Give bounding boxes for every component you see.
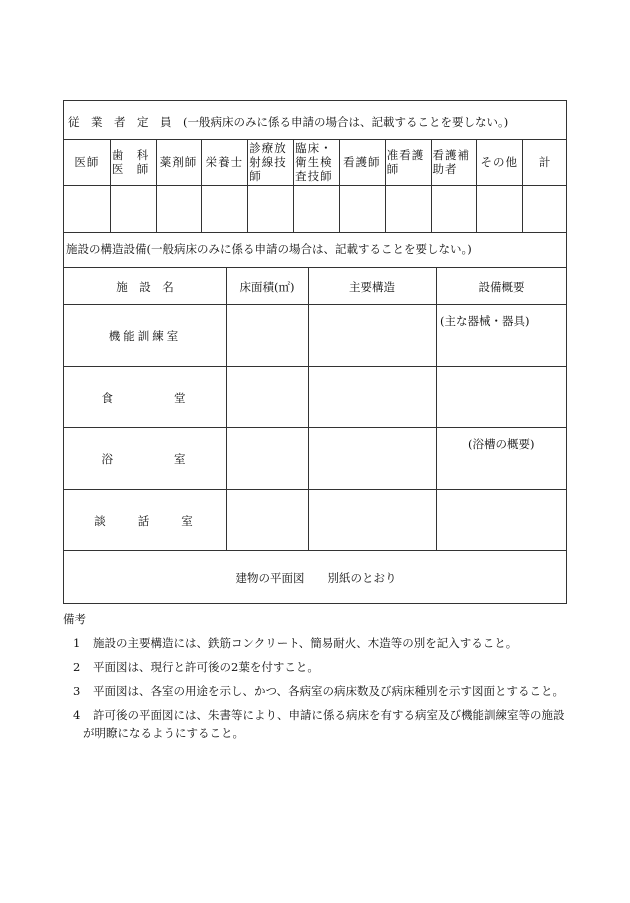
- staff-column-header: [387, 148, 429, 176]
- divider: [64, 304, 566, 305]
- staff-column-label: 師: [386, 162, 400, 176]
- remarks-title: 備考: [63, 612, 86, 626]
- staff-column-label: 臨床・: [295, 141, 333, 155]
- remark-number: 3: [73, 684, 81, 698]
- divider: [64, 139, 566, 140]
- staff-column-label: 査技師: [295, 169, 333, 183]
- staff-column-label: 計: [538, 155, 552, 169]
- remark-item: [73, 683, 564, 699]
- equipment-note: (浴槽の概要): [468, 437, 535, 451]
- divider: [64, 427, 566, 428]
- staff-column-header: [112, 148, 154, 176]
- remark-text: 施設の主要構造には、鉄筋コンクリート、簡易耐火、木造等の別を記入すること。: [93, 636, 518, 650]
- header-floor-area: 床面積(㎡): [239, 280, 295, 294]
- staff-column-label: 診療放: [249, 141, 287, 155]
- facilities-section-title: 施設の構造設備(一般病床のみに係る申請の場合は、記載することを要しない。): [66, 242, 472, 256]
- staff-column-label: 看護補: [432, 148, 471, 162]
- header-facility-name: 施 設 名: [116, 280, 174, 294]
- remark-number: 2: [73, 660, 81, 674]
- staff-column-header: [478, 155, 520, 169]
- remark-number: 4: [73, 708, 81, 722]
- remark-continuation: が明瞭になるようにすること。: [83, 726, 244, 740]
- staff-column-header: [158, 155, 200, 169]
- staff-column-label: 栄養士: [205, 155, 244, 169]
- remark-text: 平面図は、各室の用途を示し、かつ、各病室の病床数及び病床種別を示す図面とすること。: [93, 684, 565, 698]
- staff-column-label: 医師: [74, 155, 100, 169]
- form-frame: [63, 100, 567, 604]
- divider: [64, 550, 566, 551]
- staff-column-header: [341, 155, 383, 169]
- staff-column-label: 射線技: [249, 155, 287, 169]
- facility-name: 機能訓練室: [108, 329, 182, 343]
- staff-column-label: 助者: [432, 162, 458, 176]
- facility-name: 食 堂: [101, 390, 189, 405]
- column-divider: [436, 267, 437, 550]
- staff-column-label: その他: [480, 155, 519, 169]
- staff-section-title: 従 業 者 定 員 (一般病床のみに係る申請の場合は、記載することを要しない。): [68, 115, 509, 129]
- header-equipment: 設備概要: [478, 280, 525, 294]
- column-divider: [226, 267, 227, 550]
- remark-number: 1: [73, 636, 81, 650]
- facility-name: 談 話 室: [94, 513, 196, 528]
- remark-text: 許可後の平面図には、朱書等により、申請に係る病床を有する病室及び機能訓練室等の施設: [93, 708, 565, 722]
- staff-column-label: 准看護: [386, 148, 425, 162]
- remark-item: [73, 659, 319, 675]
- remark-item: [73, 635, 517, 651]
- divider: [64, 366, 566, 367]
- header-main-structure: 主要構造: [349, 280, 395, 294]
- floor-plan-note: 建物の平面図 別紙のとおり: [235, 571, 397, 585]
- staff-column-header: [433, 148, 475, 176]
- column-divider: [308, 267, 309, 550]
- staff-column-label: 看護師: [343, 155, 381, 169]
- remark-item: [73, 707, 565, 723]
- divider: [64, 232, 566, 233]
- staff-column-header: [249, 141, 291, 183]
- staff-column-label: 歯 科: [111, 148, 150, 162]
- remark-text: 平面図は、現行と許可後の2葉を付すこと。: [93, 660, 319, 674]
- staff-column-label: 師: [249, 169, 262, 183]
- divider: [64, 267, 566, 268]
- staff-column-header: [524, 155, 566, 169]
- staff-column-label: 薬剤師: [159, 155, 198, 169]
- staff-column-label: 衛生検: [295, 155, 333, 169]
- staff-column-header: [203, 155, 245, 169]
- facility-name: 浴 室: [101, 452, 189, 466]
- divider: [64, 489, 566, 490]
- staff-column-label: 医 師: [111, 162, 150, 176]
- equipment-note: (主な器械・器具): [440, 314, 530, 328]
- divider: [64, 185, 566, 186]
- staff-column-header: [66, 155, 108, 169]
- staff-column-header: [295, 141, 337, 183]
